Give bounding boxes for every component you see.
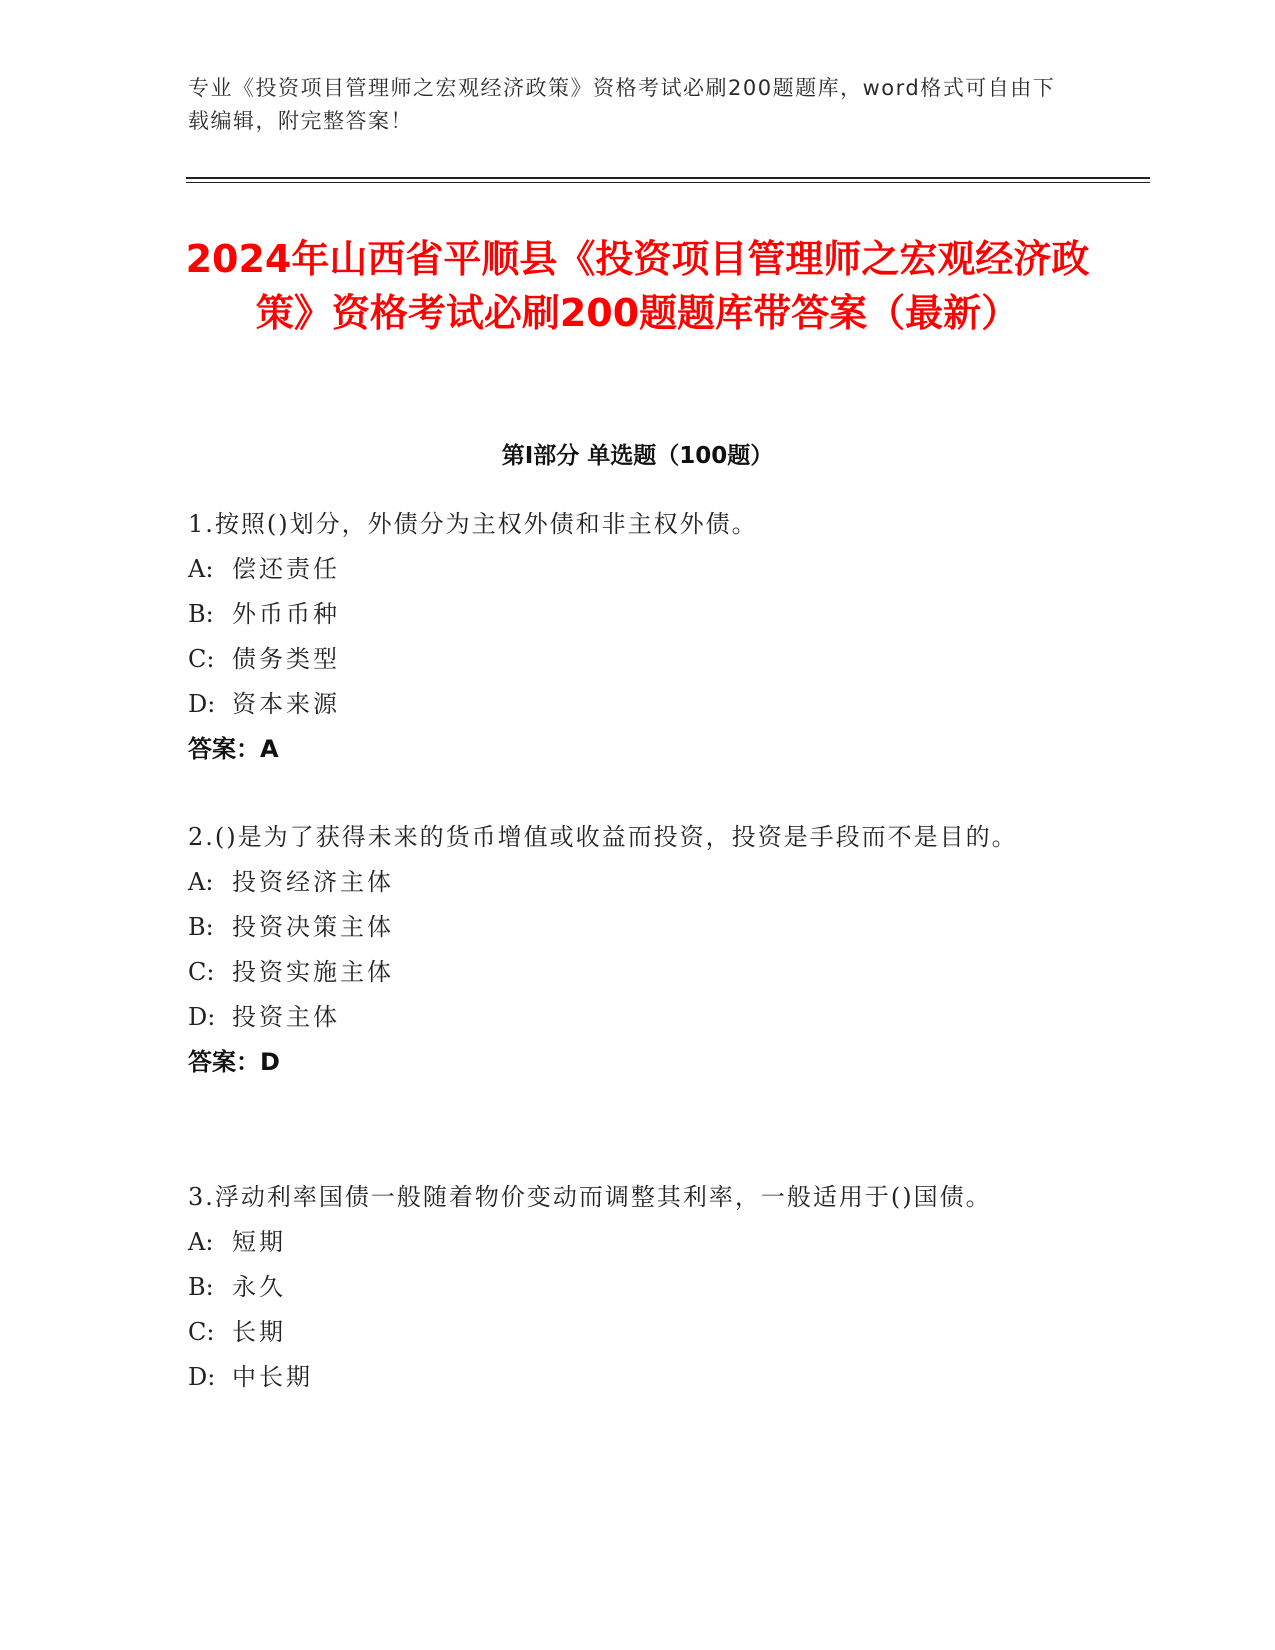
option-text: 投资决策主体	[232, 913, 394, 941]
option-d	[188, 1355, 1068, 1400]
option-a	[188, 860, 1068, 905]
option-letter: B:	[188, 1273, 214, 1301]
option-text: 长期	[232, 1318, 286, 1346]
question-2	[188, 815, 1068, 1085]
option-a	[188, 1220, 1068, 1265]
option-d	[188, 995, 1068, 1040]
option-text: 债务类型	[232, 645, 340, 673]
option-letter: C:	[188, 958, 215, 986]
option-letter: D:	[188, 1363, 216, 1391]
option-letter: A:	[188, 555, 214, 583]
option-text: 投资实施主体	[232, 958, 394, 986]
option-letter: C:	[188, 1318, 215, 1346]
header-note: 专业《投资项目管理师之宏观经济政策》资格考试必刷200题题库，word格式可自由下载编辑，附完整答案！	[188, 76, 1056, 133]
option-letter: A:	[188, 1228, 214, 1256]
option-text: 资本来源	[232, 690, 340, 718]
option-b	[188, 592, 1068, 637]
section-title: 第Ⅰ部分 单选题（100题）	[501, 443, 774, 469]
option-letter: D:	[188, 690, 216, 718]
question-stem: 3.浮动利率国债一般随着物价变动而调整其利率，一般适用于()国债。	[188, 1183, 992, 1211]
option-text: 外币币种	[232, 600, 340, 628]
answer-line: 答案：A	[188, 735, 279, 763]
header-rule-thick	[186, 177, 1150, 179]
option-text: 短期	[232, 1228, 286, 1256]
option-letter: B:	[188, 600, 214, 628]
question-stem: 1.按照()划分，外债分为主权外债和非主权外债。	[188, 510, 758, 538]
option-text: 永久	[232, 1273, 286, 1301]
option-letter: D:	[188, 1003, 216, 1031]
option-c	[188, 1310, 1068, 1355]
option-a	[188, 547, 1068, 592]
document-title: 2024年山西省平顺县《投资项目管理师之宏观经济政策》资格考试必刷200题题库带答案（最新）	[185, 237, 1090, 335]
answer-line: 答案：D	[188, 1048, 280, 1076]
option-letter: C:	[188, 645, 215, 673]
header-rule-thin	[186, 182, 1150, 183]
option-text: 投资经济主体	[232, 868, 394, 896]
option-b	[188, 1265, 1068, 1310]
option-text: 投资主体	[232, 1003, 340, 1031]
question-3	[188, 1175, 1068, 1400]
option-letter: A:	[188, 868, 214, 896]
option-c	[188, 637, 1068, 682]
question-stem: 2.()是为了获得未来的货币增值或收益而投资，投资是手段而不是目的。	[188, 823, 1018, 851]
option-d	[188, 682, 1068, 727]
question-1	[188, 502, 1068, 772]
option-c	[188, 950, 1068, 995]
option-letter: B:	[188, 913, 214, 941]
option-text: 偿还责任	[232, 555, 340, 583]
option-text: 中长期	[232, 1363, 313, 1391]
option-b	[188, 905, 1068, 950]
